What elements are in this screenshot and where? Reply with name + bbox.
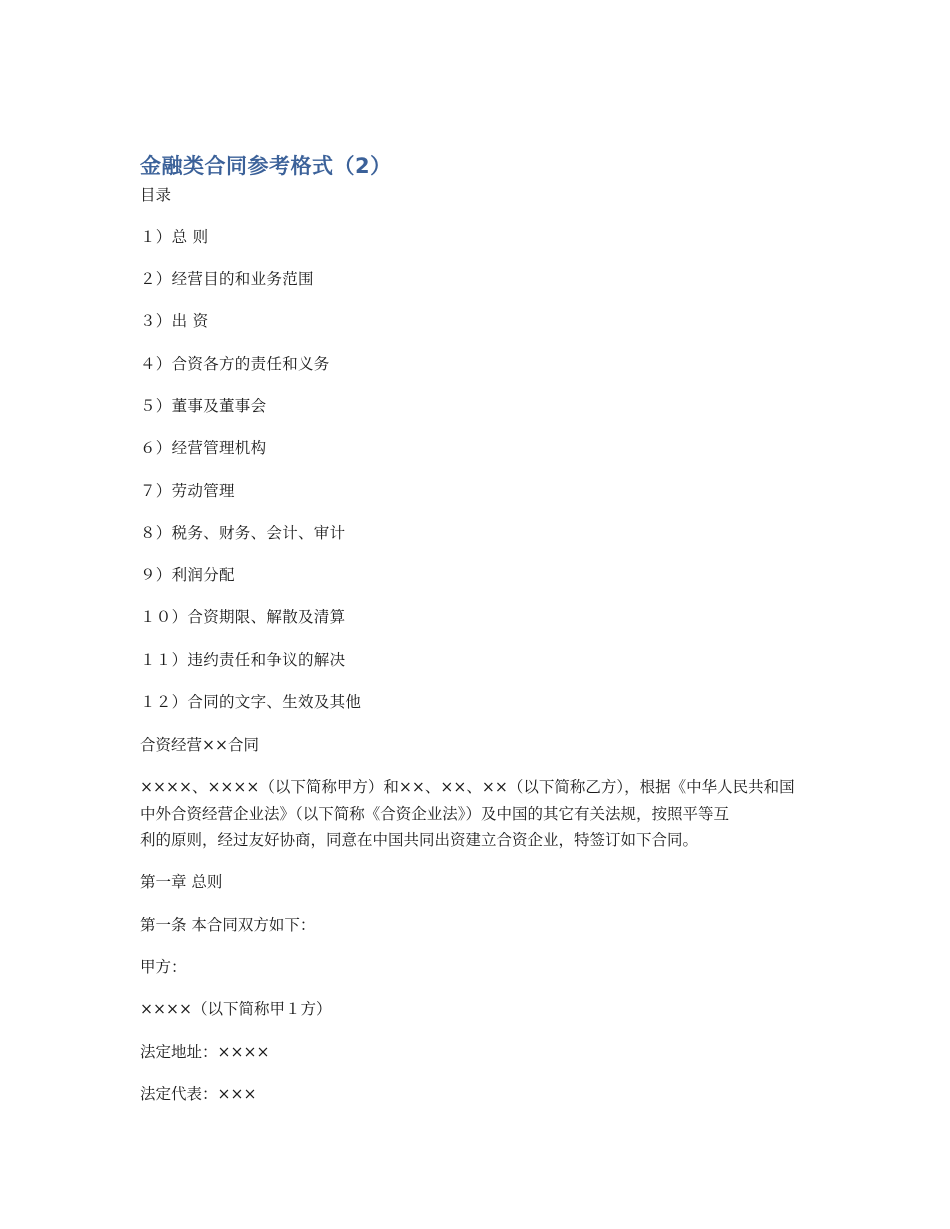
preamble-paragraph — [140, 774, 810, 854]
toc-item: ３）出 资 — [140, 312, 209, 330]
toc-item: ６）经营管理机构 — [140, 439, 267, 457]
chapter-heading: 第一章 总则 — [140, 873, 223, 891]
toc-item: ４）合资各方的责任和义务 — [140, 355, 330, 373]
document-title: 金融类合同参考格式（2） — [140, 154, 392, 178]
article-text: 第一条 本合同双方如下： — [140, 916, 316, 934]
toc-item: １２）合同的文字、生效及其他 — [140, 693, 362, 711]
toc-item: ７）劳动管理 — [140, 482, 235, 500]
toc-item: １）总 则 — [140, 228, 209, 246]
toc-item: ５）董事及董事会 — [140, 397, 267, 415]
party-a-label: 甲方： — [140, 958, 187, 976]
toc-item: １１）违约责任和争议的解决 — [140, 651, 346, 669]
party-a-name: ××××（以下简称甲１方） — [140, 1000, 332, 1018]
toc-heading: 目录 — [140, 186, 172, 204]
legal-representative: 法定代表：××× — [140, 1085, 257, 1103]
preamble-line: 利的原则，经过友好协商，同意在中国共同出资建立合资企业，特签订如下合同。 — [140, 831, 699, 849]
toc-item: １０）合资期限、解散及清算 — [140, 608, 346, 626]
toc-item: ２）经营目的和业务范围 — [140, 270, 314, 288]
toc-item: ８）税务、财务、会计、审计 — [140, 524, 346, 542]
toc-item: ９）利润分配 — [140, 566, 235, 584]
legal-address: 法定地址：×××× — [140, 1043, 270, 1061]
preamble-line: 中外合资经营企业法》（以下简称《合资企业法》）及中国的其它有关法规，按照平等互 — [140, 804, 730, 823]
preamble-line: ××××、××××（以下简称甲方）和××、××、××（以下简称乙方），根据《中华人民共和国 — [140, 778, 795, 796]
contract-name: 合资经营××合同 — [140, 736, 259, 754]
